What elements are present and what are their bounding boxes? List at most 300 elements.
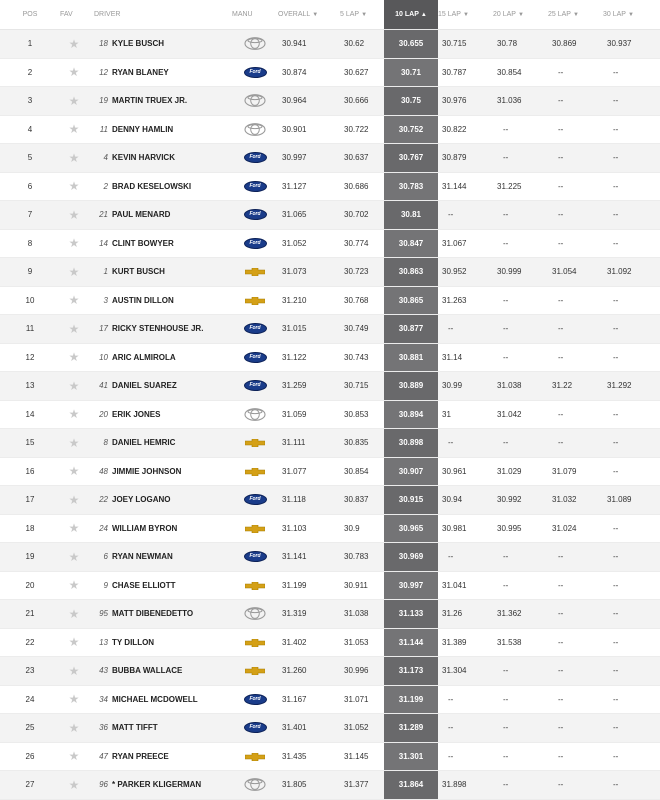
position-cell: 20 bbox=[0, 571, 60, 600]
car-number: 18 bbox=[99, 39, 108, 49]
lap10-cell: 30.865 bbox=[384, 286, 438, 315]
lap5-cell: 30.783 bbox=[340, 543, 384, 572]
star-icon[interactable]: ★ bbox=[68, 635, 80, 650]
lap5-cell: 30.854 bbox=[340, 457, 384, 486]
table-row[interactable] bbox=[0, 229, 660, 258]
table-row[interactable] bbox=[0, 771, 660, 800]
manufacturer-cell bbox=[232, 571, 278, 600]
ford-logo-icon: Ford bbox=[244, 238, 267, 247]
manufacturer-cell bbox=[232, 400, 278, 429]
table-row[interactable] bbox=[0, 429, 660, 458]
driver-cell[interactable] bbox=[88, 258, 232, 287]
car-number: 24 bbox=[99, 523, 108, 533]
position-cell: 8 bbox=[0, 229, 60, 258]
driver-cell[interactable] bbox=[88, 400, 232, 429]
lap5-cell: 30.723 bbox=[340, 258, 384, 287]
table-row[interactable] bbox=[0, 372, 660, 401]
star-icon[interactable]: ★ bbox=[68, 435, 80, 450]
table-row[interactable] bbox=[0, 657, 660, 686]
overall-cell: 31.065 bbox=[278, 201, 340, 230]
lap10-cell: 30.783 bbox=[384, 172, 438, 201]
favorite-cell[interactable] bbox=[60, 429, 88, 458]
lap20-cell: -- bbox=[493, 543, 548, 572]
favorite-cell[interactable] bbox=[60, 315, 88, 344]
driver-cell[interactable] bbox=[88, 600, 232, 629]
lap15-cell: 31.263 bbox=[438, 286, 493, 315]
lap15-cell: 30.99 bbox=[438, 372, 493, 401]
table-row[interactable] bbox=[0, 571, 660, 600]
lap10-cell: 30.894 bbox=[384, 400, 438, 429]
driver-cell[interactable] bbox=[88, 30, 232, 59]
sort-down-icon: ▼ bbox=[312, 12, 319, 18]
lap15-cell: 30.822 bbox=[438, 115, 493, 144]
lap30-cell: 31.089 bbox=[603, 486, 660, 515]
lap15-cell: -- bbox=[438, 685, 493, 714]
header-overall[interactable]: OVERALL ▼ bbox=[278, 0, 340, 30]
lap5-cell: 30.9 bbox=[340, 514, 384, 543]
lap20-cell: -- bbox=[493, 229, 548, 258]
table-row[interactable] bbox=[0, 600, 660, 629]
position-cell: 10 bbox=[0, 286, 60, 315]
lap5-cell: 31.145 bbox=[340, 742, 384, 771]
star-icon[interactable]: ★ bbox=[68, 264, 80, 279]
star-icon[interactable]: ★ bbox=[68, 692, 80, 707]
table-row[interactable] bbox=[0, 628, 660, 657]
driver-name: ERIK JONES bbox=[112, 409, 161, 419]
star-icon[interactable]: ★ bbox=[68, 150, 80, 165]
favorite-cell[interactable] bbox=[60, 343, 88, 372]
driver-cell[interactable] bbox=[88, 486, 232, 515]
header-20-lap[interactable]: 20 LAP ▼ bbox=[493, 0, 548, 30]
favorite-cell[interactable] bbox=[60, 229, 88, 258]
lap5-cell: 30.837 bbox=[340, 486, 384, 515]
driver-cell[interactable] bbox=[88, 571, 232, 600]
driver-cell[interactable] bbox=[88, 514, 232, 543]
lap25-cell: 30.869 bbox=[548, 30, 603, 59]
favorite-cell[interactable] bbox=[60, 258, 88, 287]
table-row[interactable] bbox=[0, 30, 660, 59]
favorite-cell[interactable] bbox=[60, 457, 88, 486]
lap15-cell: 30.961 bbox=[438, 457, 493, 486]
lap10-cell: 30.75 bbox=[384, 87, 438, 116]
driver-name: MATT TIFFT bbox=[112, 723, 158, 733]
driver-name: RICKY STENHOUSE JR. bbox=[112, 324, 204, 334]
lap25-cell: -- bbox=[548, 742, 603, 771]
favorite-cell[interactable] bbox=[60, 543, 88, 572]
lap10-cell: 30.81 bbox=[384, 201, 438, 230]
driver-cell[interactable] bbox=[88, 685, 232, 714]
driver-cell[interactable] bbox=[88, 457, 232, 486]
table-row[interactable] bbox=[0, 286, 660, 315]
lap30-cell: -- bbox=[603, 315, 660, 344]
car-number: 43 bbox=[99, 666, 108, 676]
ford-logo-icon: Ford bbox=[244, 381, 267, 390]
lap20-cell: 30.78 bbox=[493, 30, 548, 59]
star-icon[interactable]: ★ bbox=[68, 578, 80, 593]
driver-name: KYLE BUSCH bbox=[112, 39, 165, 49]
lap30-cell: -- bbox=[603, 457, 660, 486]
favorite-cell[interactable] bbox=[60, 87, 88, 116]
lap5-cell: 30.722 bbox=[340, 115, 384, 144]
lap5-cell: 30.715 bbox=[340, 372, 384, 401]
favorite-cell[interactable] bbox=[60, 628, 88, 657]
overall-cell: 30.941 bbox=[278, 30, 340, 59]
lap5-cell: 30.853 bbox=[340, 400, 384, 429]
header-manu: MANU bbox=[232, 0, 278, 30]
table-row[interactable] bbox=[0, 486, 660, 515]
driver-cell[interactable] bbox=[88, 87, 232, 116]
manufacturer-cell bbox=[232, 315, 278, 344]
table-row[interactable] bbox=[0, 685, 660, 714]
lap5-cell: 30.749 bbox=[340, 315, 384, 344]
lap25-cell: -- bbox=[548, 628, 603, 657]
lap30-cell: -- bbox=[603, 429, 660, 458]
chevrolet-bowtie-icon bbox=[245, 296, 265, 305]
chevrolet-bowtie-icon bbox=[245, 524, 265, 533]
star-icon[interactable]: ★ bbox=[68, 207, 80, 222]
favorite-cell[interactable] bbox=[60, 714, 88, 743]
position-cell: 22 bbox=[0, 628, 60, 657]
favorite-cell[interactable] bbox=[60, 514, 88, 543]
sort-up-icon: ▲ bbox=[420, 12, 427, 18]
driver-name: JOEY LOGANO bbox=[112, 495, 171, 505]
star-icon[interactable]: ★ bbox=[68, 521, 80, 536]
lap30-cell: 31.092 bbox=[603, 258, 660, 287]
driver-cell[interactable] bbox=[88, 771, 232, 800]
driver-cell[interactable] bbox=[88, 58, 232, 87]
lap15-cell: 31.041 bbox=[438, 571, 493, 600]
lap30-cell: -- bbox=[603, 286, 660, 315]
position-cell: 2 bbox=[0, 58, 60, 87]
driver-cell[interactable] bbox=[88, 286, 232, 315]
toyota-logo-icon bbox=[244, 124, 266, 133]
header-15-lap[interactable]: 15 LAP ▼ bbox=[438, 0, 493, 30]
lap30-cell: -- bbox=[603, 771, 660, 800]
driver-cell[interactable] bbox=[88, 229, 232, 258]
car-number: 22 bbox=[99, 495, 108, 505]
driver-name: KURT BUSCH bbox=[112, 267, 165, 277]
lap10-cell: 30.969 bbox=[384, 543, 438, 572]
driver-cell[interactable] bbox=[88, 343, 232, 372]
overall-cell: 31.103 bbox=[278, 514, 340, 543]
table-row[interactable] bbox=[0, 201, 660, 230]
lap25-cell: -- bbox=[548, 771, 603, 800]
driver-cell[interactable] bbox=[88, 315, 232, 344]
table-row[interactable] bbox=[0, 258, 660, 287]
lap15-cell: 30.715 bbox=[438, 30, 493, 59]
car-number: 2 bbox=[103, 181, 108, 191]
sort-down-icon: ▼ bbox=[627, 12, 634, 18]
lap15-cell: 31.14 bbox=[438, 343, 493, 372]
lap25-cell: -- bbox=[548, 115, 603, 144]
lap10-cell: 30.915 bbox=[384, 486, 438, 515]
favorite-cell[interactable] bbox=[60, 201, 88, 230]
header-10-lap[interactable]: 10 LAP ▲ bbox=[384, 0, 438, 30]
driver-cell[interactable] bbox=[88, 657, 232, 686]
chevrolet-bowtie-icon bbox=[245, 581, 265, 590]
star-icon[interactable]: ★ bbox=[68, 293, 80, 308]
manufacturer-cell bbox=[232, 543, 278, 572]
chevrolet-bowtie-icon bbox=[245, 467, 265, 476]
favorite-cell[interactable] bbox=[60, 400, 88, 429]
driver-name: BRAD KESELOWSKI bbox=[112, 181, 192, 191]
position-cell: 7 bbox=[0, 201, 60, 230]
driver-name: MARTIN TRUEX JR. bbox=[112, 96, 188, 106]
position-cell: 11 bbox=[0, 315, 60, 344]
manufacturer-cell bbox=[232, 600, 278, 629]
driver-cell[interactable] bbox=[88, 628, 232, 657]
table-row[interactable] bbox=[0, 58, 660, 87]
driver-cell[interactable] bbox=[88, 742, 232, 771]
favorite-cell[interactable] bbox=[60, 30, 88, 59]
manufacturer-cell bbox=[232, 144, 278, 173]
star-icon[interactable]: ★ bbox=[68, 122, 80, 137]
star-icon[interactable]: ★ bbox=[68, 720, 80, 735]
favorite-cell[interactable] bbox=[60, 486, 88, 515]
header-5-lap[interactable]: 5 LAP ▼ bbox=[340, 0, 384, 30]
driver-name: WILLIAM BYRON bbox=[112, 523, 178, 533]
sort-down-icon: ▼ bbox=[572, 12, 579, 18]
favorite-cell[interactable] bbox=[60, 600, 88, 629]
lap5-cell: 30.62 bbox=[340, 30, 384, 59]
star-icon[interactable]: ★ bbox=[68, 492, 80, 507]
table-row[interactable] bbox=[0, 714, 660, 743]
favorite-cell[interactable] bbox=[60, 372, 88, 401]
car-number: 14 bbox=[99, 238, 108, 248]
table-row[interactable] bbox=[0, 115, 660, 144]
star-icon[interactable]: ★ bbox=[68, 606, 80, 621]
lap10-cell: 30.965 bbox=[384, 514, 438, 543]
star-icon[interactable]: ★ bbox=[68, 378, 80, 393]
overall-cell: 31.141 bbox=[278, 543, 340, 572]
driver-name: * PARKER KLIGERMAN bbox=[112, 780, 202, 790]
driver-name: ARIC ALMIROLA bbox=[112, 352, 176, 362]
star-icon[interactable]: ★ bbox=[68, 179, 80, 194]
header-25-lap[interactable]: 25 LAP ▼ bbox=[548, 0, 603, 30]
overall-cell: 31.402 bbox=[278, 628, 340, 657]
lap10-cell: 31.199 bbox=[384, 685, 438, 714]
toyota-logo-icon bbox=[244, 609, 266, 618]
header-fav: FAV bbox=[60, 0, 88, 30]
overall-cell: 30.997 bbox=[278, 144, 340, 173]
lap20-cell: 30.999 bbox=[493, 258, 548, 287]
lap5-cell: 31.053 bbox=[340, 628, 384, 657]
star-icon[interactable]: ★ bbox=[68, 407, 80, 422]
car-number: 95 bbox=[99, 609, 108, 619]
favorite-cell[interactable] bbox=[60, 657, 88, 686]
lap10-cell: 31.289 bbox=[384, 714, 438, 743]
lap5-cell: 30.627 bbox=[340, 58, 384, 87]
manufacturer-cell bbox=[232, 343, 278, 372]
lap30-cell: 31.292 bbox=[603, 372, 660, 401]
star-icon[interactable]: ★ bbox=[68, 321, 80, 336]
toyota-logo-icon bbox=[244, 780, 266, 789]
manufacturer-cell bbox=[232, 229, 278, 258]
star-icon[interactable]: ★ bbox=[68, 93, 80, 108]
lap25-cell: 31.032 bbox=[548, 486, 603, 515]
lap20-cell: 31.036 bbox=[493, 87, 548, 116]
ford-logo-icon: Ford bbox=[244, 495, 267, 504]
lap5-cell: 31.038 bbox=[340, 600, 384, 629]
table-row[interactable] bbox=[0, 457, 660, 486]
car-number: 20 bbox=[99, 409, 108, 419]
position-cell: 5 bbox=[0, 144, 60, 173]
lap15-cell: 31.898 bbox=[438, 771, 493, 800]
overall-cell: 31.077 bbox=[278, 457, 340, 486]
lap5-cell: 30.835 bbox=[340, 429, 384, 458]
driver-cell[interactable] bbox=[88, 144, 232, 173]
lap5-cell: 30.768 bbox=[340, 286, 384, 315]
table-row[interactable] bbox=[0, 144, 660, 173]
overall-cell: 30.874 bbox=[278, 58, 340, 87]
table-row[interactable] bbox=[0, 343, 660, 372]
driver-cell[interactable] bbox=[88, 201, 232, 230]
lap30-cell: -- bbox=[603, 87, 660, 116]
car-number: 36 bbox=[99, 723, 108, 733]
driver-cell[interactable] bbox=[88, 372, 232, 401]
driver-name: MATT DIBENEDETTO bbox=[112, 609, 194, 619]
favorite-cell[interactable] bbox=[60, 571, 88, 600]
lap30-cell: -- bbox=[603, 571, 660, 600]
position-cell: 13 bbox=[0, 372, 60, 401]
overall-cell: 31.167 bbox=[278, 685, 340, 714]
lap30-cell: -- bbox=[603, 229, 660, 258]
driver-name: JIMMIE JOHNSON bbox=[112, 466, 182, 476]
star-icon[interactable]: ★ bbox=[68, 777, 80, 792]
header-30-lap[interactable]: 30 LAP ▼ bbox=[603, 0, 660, 30]
manufacturer-cell bbox=[232, 486, 278, 515]
favorite-cell[interactable] bbox=[60, 172, 88, 201]
favorite-cell[interactable] bbox=[60, 771, 88, 800]
star-icon[interactable]: ★ bbox=[68, 65, 80, 80]
position-cell: 25 bbox=[0, 714, 60, 743]
star-icon[interactable]: ★ bbox=[68, 36, 80, 51]
lap15-cell: 31.304 bbox=[438, 657, 493, 686]
star-icon[interactable]: ★ bbox=[68, 350, 80, 365]
driver-cell[interactable] bbox=[88, 172, 232, 201]
ford-logo-icon: Ford bbox=[244, 153, 267, 162]
car-number: 9 bbox=[103, 580, 108, 590]
lap30-cell: -- bbox=[603, 400, 660, 429]
lap30-cell: 30.937 bbox=[603, 30, 660, 59]
star-icon[interactable]: ★ bbox=[68, 749, 80, 764]
lap15-cell: -- bbox=[438, 429, 493, 458]
manufacturer-cell bbox=[232, 628, 278, 657]
manufacturer-cell bbox=[232, 258, 278, 287]
table-row[interactable] bbox=[0, 514, 660, 543]
table-row[interactable] bbox=[0, 400, 660, 429]
lap25-cell: -- bbox=[548, 685, 603, 714]
star-icon[interactable]: ★ bbox=[68, 464, 80, 479]
driver-name: RYAN BLANEY bbox=[112, 67, 169, 77]
lap30-cell: -- bbox=[603, 685, 660, 714]
chevrolet-bowtie-icon bbox=[245, 267, 265, 276]
lap20-cell: -- bbox=[493, 429, 548, 458]
driver-cell[interactable] bbox=[88, 543, 232, 572]
lap25-cell: -- bbox=[548, 714, 603, 743]
lap15-cell: 31.26 bbox=[438, 600, 493, 629]
star-icon[interactable]: ★ bbox=[68, 549, 80, 564]
driver-cell[interactable] bbox=[88, 714, 232, 743]
header-pos: POS bbox=[0, 0, 60, 30]
driver-name: KEVIN HARVICK bbox=[112, 153, 175, 163]
lap10-cell: 31.144 bbox=[384, 628, 438, 657]
car-number: 4 bbox=[103, 153, 108, 163]
lap15-cell: 30.976 bbox=[438, 87, 493, 116]
manufacturer-cell bbox=[232, 286, 278, 315]
driver-cell[interactable] bbox=[88, 429, 232, 458]
driver-name: CHASE ELLIOTT bbox=[112, 580, 176, 590]
lap20-cell: -- bbox=[493, 771, 548, 800]
favorite-cell[interactable] bbox=[60, 742, 88, 771]
manufacturer-cell bbox=[232, 742, 278, 771]
favorite-cell[interactable] bbox=[60, 144, 88, 173]
table-row[interactable] bbox=[0, 315, 660, 344]
lap25-cell: -- bbox=[548, 229, 603, 258]
favorite-cell[interactable] bbox=[60, 685, 88, 714]
favorite-cell[interactable] bbox=[60, 286, 88, 315]
car-number: 8 bbox=[103, 438, 108, 448]
manufacturer-cell bbox=[232, 429, 278, 458]
car-number: 12 bbox=[99, 67, 108, 77]
lap30-cell: -- bbox=[603, 600, 660, 629]
position-cell: 4 bbox=[0, 115, 60, 144]
lap20-cell: -- bbox=[493, 286, 548, 315]
car-number: 34 bbox=[99, 694, 108, 704]
car-number: 19 bbox=[99, 96, 108, 106]
favorite-cell[interactable] bbox=[60, 58, 88, 87]
overall-cell: 31.435 bbox=[278, 742, 340, 771]
manufacturer-cell bbox=[232, 372, 278, 401]
overall-cell: 30.901 bbox=[278, 115, 340, 144]
lap15-cell: 30.981 bbox=[438, 514, 493, 543]
manufacturer-cell bbox=[232, 172, 278, 201]
lap10-cell: 31.133 bbox=[384, 600, 438, 629]
position-cell: 27 bbox=[0, 771, 60, 800]
table-row[interactable] bbox=[0, 742, 660, 771]
lap25-cell: 31.22 bbox=[548, 372, 603, 401]
car-number: 6 bbox=[103, 552, 108, 562]
favorite-cell[interactable] bbox=[60, 115, 88, 144]
lap25-cell: -- bbox=[548, 600, 603, 629]
lap20-cell: -- bbox=[493, 144, 548, 173]
table-row[interactable] bbox=[0, 87, 660, 116]
car-number: 41 bbox=[99, 381, 108, 391]
lap15-cell: -- bbox=[438, 742, 493, 771]
lap25-cell: -- bbox=[548, 343, 603, 372]
lap5-cell: 31.071 bbox=[340, 685, 384, 714]
lap30-cell: -- bbox=[603, 144, 660, 173]
table-row[interactable] bbox=[0, 172, 660, 201]
ford-logo-icon: Ford bbox=[244, 552, 267, 561]
lap20-cell: 31.225 bbox=[493, 172, 548, 201]
lap10-cell: 30.655 bbox=[384, 30, 438, 59]
lap20-cell: 30.992 bbox=[493, 486, 548, 515]
car-number: 3 bbox=[103, 295, 108, 305]
lap20-cell: -- bbox=[493, 742, 548, 771]
toyota-logo-icon bbox=[244, 39, 266, 48]
table-row[interactable] bbox=[0, 543, 660, 572]
star-icon[interactable]: ★ bbox=[68, 236, 80, 251]
lap20-cell: -- bbox=[493, 115, 548, 144]
star-icon[interactable]: ★ bbox=[68, 663, 80, 678]
overall-cell: 31.199 bbox=[278, 571, 340, 600]
driver-name: DANIEL HEMRIC bbox=[112, 438, 176, 448]
driver-cell[interactable] bbox=[88, 115, 232, 144]
lap25-cell: 31.054 bbox=[548, 258, 603, 287]
position-cell: 24 bbox=[0, 685, 60, 714]
lap25-cell: -- bbox=[548, 286, 603, 315]
